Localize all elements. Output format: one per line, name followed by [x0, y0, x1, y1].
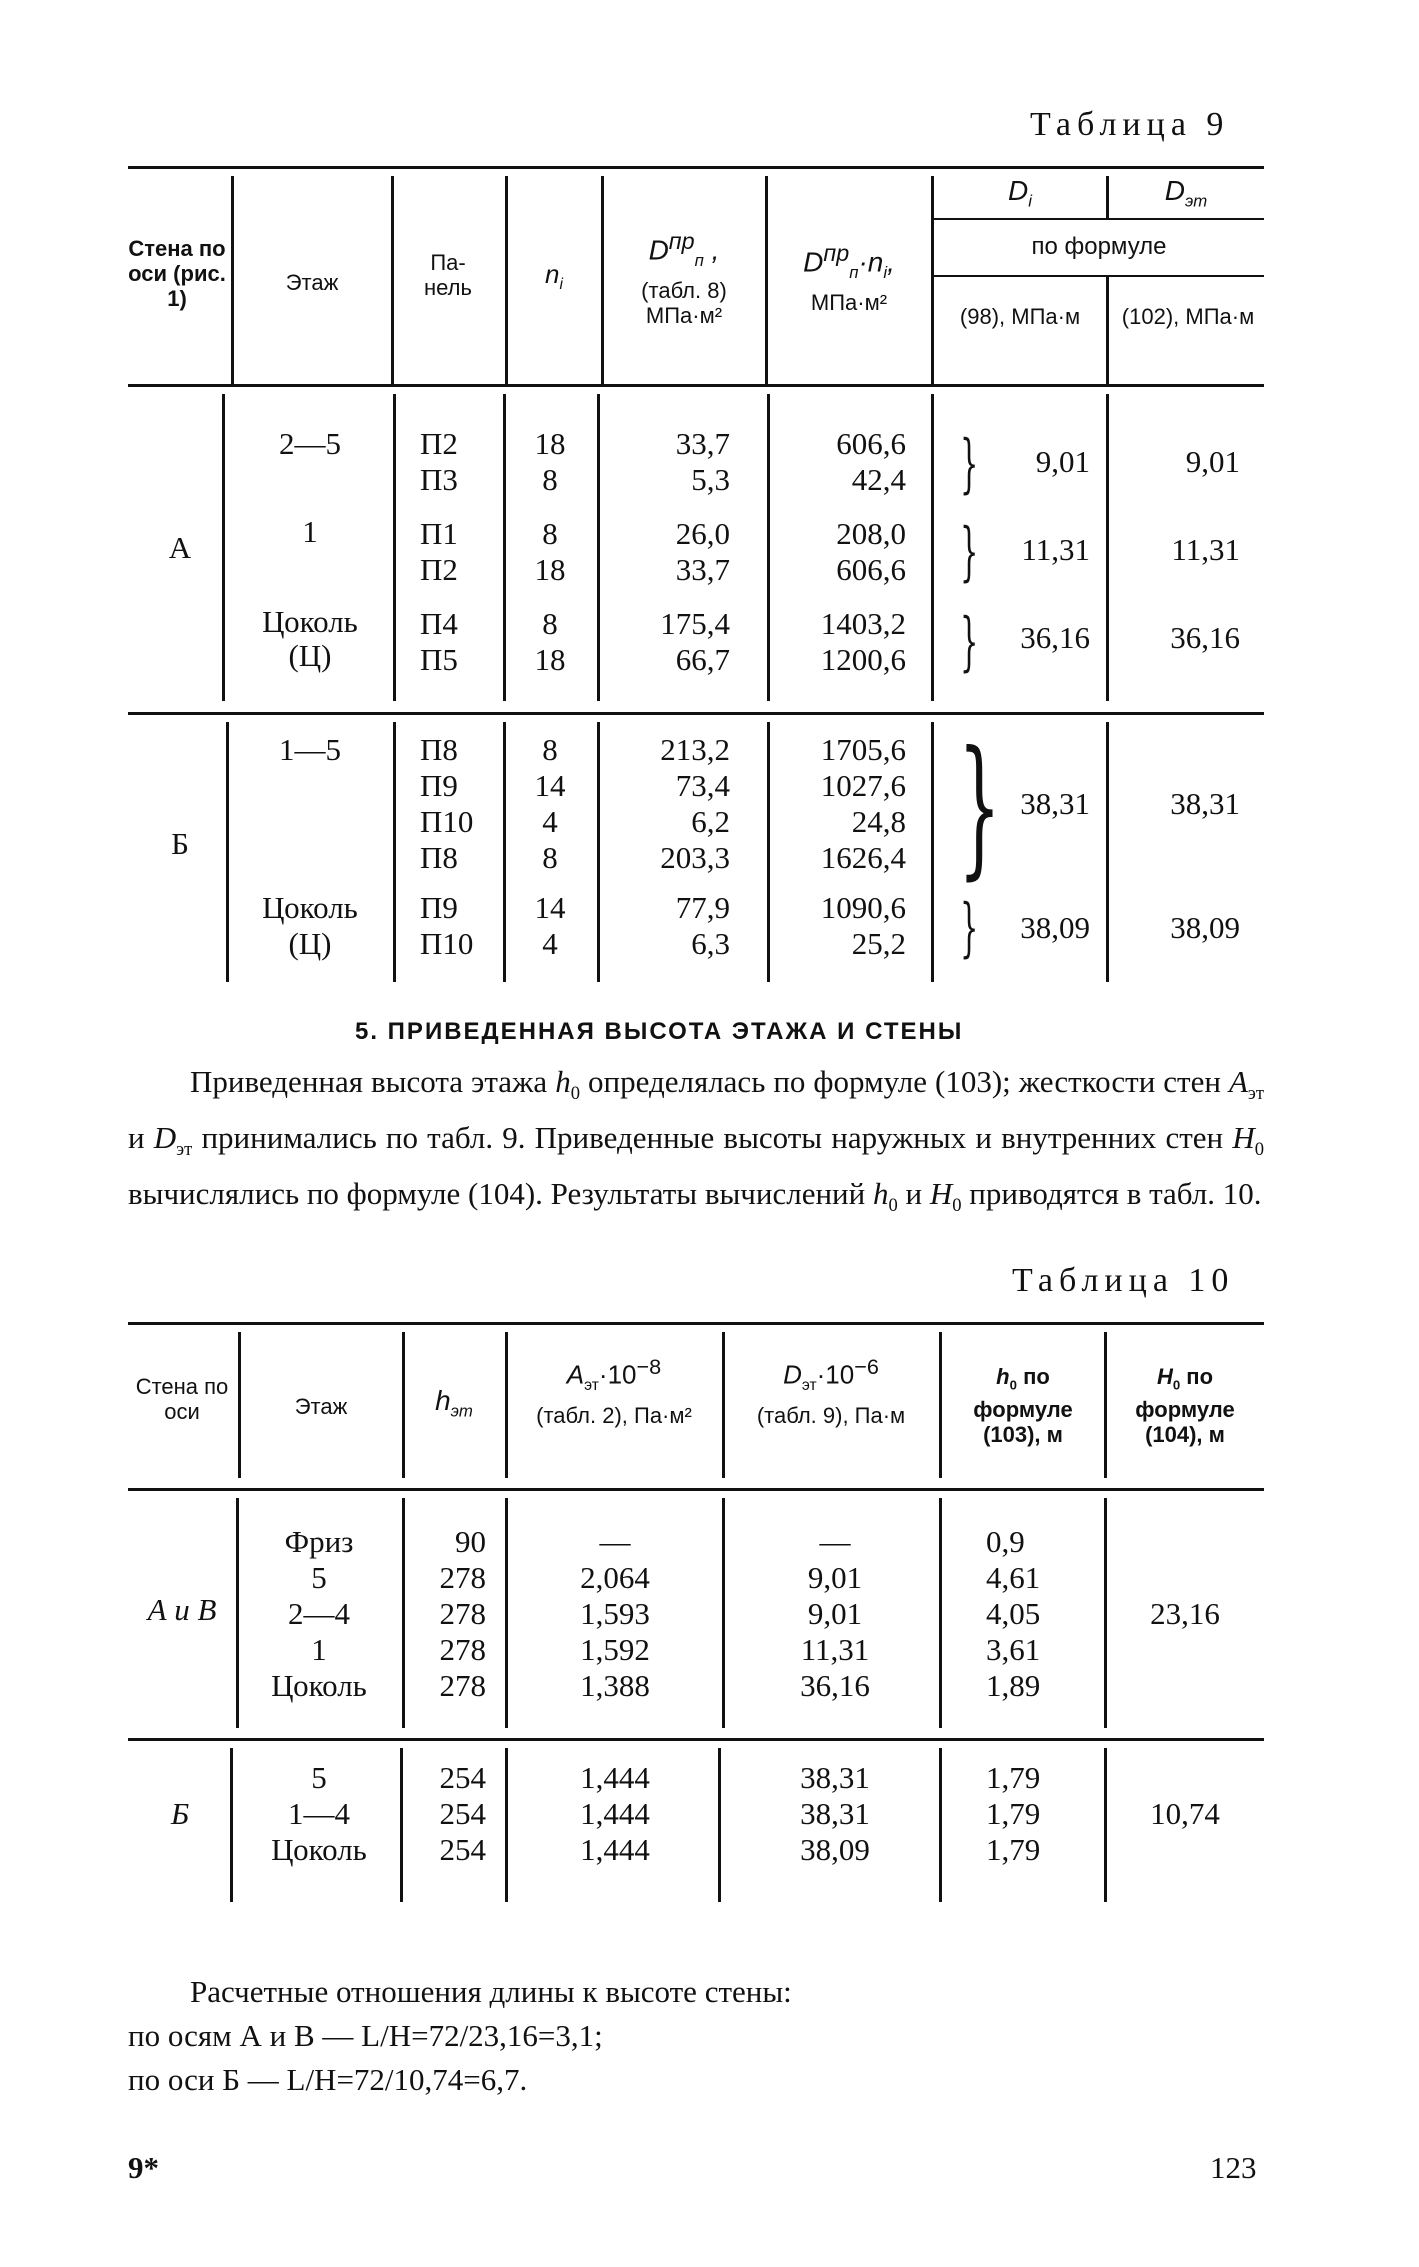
table10-het-list: 90 278 278 278 278: [439, 1524, 486, 1703]
table9-header-dpr: $D^{пр}_п$ , (табл. 8) МПа·м²: [641, 228, 727, 328]
table10-aet-list: — 2,064 1,593 1,592 1,388: [580, 1524, 650, 1703]
ratios-title: Расчетные отношения длины к высоте стены:: [190, 1974, 792, 2009]
table10-det-list: 38,31 38,31 38,09: [800, 1760, 870, 1867]
table9-vrule: [597, 722, 600, 982]
table10-h0-list: 1,79 1,79 1,79: [986, 1760, 1041, 1867]
table9-group-rule: [128, 712, 1264, 715]
table9-panel-list-a: П2 П3 П1 П2 П4 П5: [420, 426, 458, 677]
table9-floor: 2—5: [279, 426, 341, 461]
table9-header-by-formula: по формуле: [1031, 233, 1167, 260]
table9-floor: Цоколь: [262, 604, 358, 639]
table10-vrule: [939, 1498, 942, 1728]
table9-header-det: $D_{эт}$: [1164, 175, 1208, 211]
table9-dpr-list-a: 33,7 5,3 26,0 33,7 175,4 66,7: [660, 426, 730, 677]
table9-vrule: [393, 394, 396, 701]
section-paragraph: Приведенная высота этажа $h_0$ определялась по формуле (103); жесткости стен $A_{эт}$ и $D_{эт}$ принимались по табл. 9. Приведенные высоты наружных и внутренних стен $H_0$ вычислялись по формуле (104). Результаты вычислений $h_0$ и $H_0$ приводятся в табл. 10.: [128, 1064, 1265, 1217]
brace-icon: }: [960, 515, 979, 589]
table9-di: 11,31: [1021, 532, 1090, 567]
table9-floor: (Ц): [288, 638, 332, 673]
table10-caption: Таблица 10: [1012, 1262, 1235, 1299]
table9-di: 38,09: [1020, 910, 1090, 945]
table10-header-wall: Стена по оси: [135, 1374, 229, 1424]
table9-di: 9,01: [1035, 444, 1090, 479]
table10-header-H0: $H_0$ по формуле (104), м: [1135, 1364, 1235, 1448]
table9-vrule: [222, 394, 225, 701]
table10-vrule: [230, 1748, 233, 1902]
table9-floor: (Ц): [288, 926, 332, 961]
table9-caption: Таблица 9: [1030, 106, 1230, 143]
ratios-line-1: по осям А и В — L/H=72/23,16=3,1;: [128, 2018, 603, 2053]
signature-mark: 9*: [128, 2150, 159, 2185]
table10-H0: 23,16: [1150, 1596, 1220, 1631]
table9-floor: 1—5: [279, 732, 341, 767]
table10-floor-list: Фриз 5 2—4 1 Цоколь: [271, 1524, 367, 1703]
table9-vrule: [1106, 722, 1109, 982]
table9-header-wall: Стена по оси (рис. 1): [128, 236, 226, 311]
table10-het-list: 254 254 254: [439, 1760, 486, 1867]
table9-det: 11,31: [1171, 532, 1240, 567]
table9-dprni-list-a: 606,6 42,4 208,0 606,6 1403,2 1200,6: [820, 426, 906, 677]
table10-header-het: $h_{эт}$: [435, 1385, 473, 1421]
table9-vrule: [393, 722, 396, 982]
brace-icon: }: [960, 891, 979, 965]
table10-vrule: [1104, 1332, 1107, 1478]
table9-det: 38,31: [1170, 786, 1240, 821]
table10-vrule: [939, 1332, 942, 1478]
table9-top-rule: [128, 166, 1264, 169]
table9-dpr-list-b: 213,2 73,4 6,2 203,3 77,9 6,3: [660, 732, 730, 961]
table10-aet-list: 1,444 1,444 1,444: [580, 1760, 650, 1867]
brace-icon: }: [960, 427, 979, 501]
table9-header-dprni: $D^{пр}_п\cdot n_i$, МПа·м²: [803, 240, 895, 315]
table9-ni-list-a: 18 8 8 18 8 18: [534, 426, 566, 677]
table9-vrule: [1106, 277, 1109, 384]
table9-det: 38,09: [1170, 910, 1240, 945]
ratios-block: [128, 1970, 1264, 2102]
table9-header-floor: Этаж: [285, 270, 339, 295]
table10-vrule: [939, 1748, 942, 1902]
table10-header-rule: [128, 1488, 1264, 1491]
table9-vrule: [931, 394, 934, 701]
table10-floor-list: 5 1—4 Цоколь: [271, 1760, 367, 1867]
table9-det: 36,16: [1170, 620, 1240, 655]
table10-H0: 10,74: [1150, 1796, 1220, 1831]
table10-vrule: [718, 1748, 721, 1902]
table9-di: 36,16: [1020, 620, 1090, 655]
brace-icon: }: [960, 605, 979, 679]
table9-header-f98: (98), МПа·м: [959, 304, 1081, 329]
table9-header-f102: (102), МПа·м: [1121, 304, 1255, 329]
table10-header-floor: Этаж: [294, 1394, 348, 1419]
table9-floor: Цоколь: [262, 890, 358, 925]
table9-vrule: [597, 394, 600, 701]
table9-di: 38,31: [1020, 786, 1090, 821]
table10-vrule: [1104, 1498, 1107, 1728]
table9-dprni-list-b: 1705,6 1027,6 24,8 1626,4 1090,6 25,2: [820, 732, 906, 961]
table9-vrule: [767, 722, 770, 982]
table10-top-rule: [128, 1322, 1264, 1325]
table9-sub-rule-2: [934, 275, 1264, 277]
table10-header-aet: $A_{эт}\cdot 10^{-8}$ (табл. 2), Па·м²: [536, 1354, 692, 1428]
table10-wall-av: А и В: [147, 1592, 217, 1627]
table10-vrule: [238, 1332, 241, 1478]
table9-wall-b: Б: [171, 826, 189, 861]
table9-vrule: [503, 722, 506, 982]
table10-vrule: [722, 1498, 725, 1728]
table9-ni-list-b: 8 14 4 8 14 4: [534, 732, 566, 961]
table9-vrule: [503, 394, 506, 701]
table10-vrule: [236, 1498, 239, 1728]
table9-vrule: [391, 176, 394, 384]
table9-panel-list-b: П8 П9 П10 П8 П9 П10: [420, 732, 474, 961]
table9-floor: 1: [302, 514, 318, 549]
table10-vrule: [505, 1748, 508, 1902]
page-number: 123: [1210, 2150, 1257, 2185]
table9-wall-a: А: [168, 530, 192, 565]
table9-header-panel: Па- нель: [424, 250, 472, 300]
table10-det-list: — 9,01 9,01 11,31 36,16: [800, 1524, 870, 1703]
table10-vrule: [1104, 1748, 1107, 1902]
table10-header-det: $D_{эт}\cdot 10^{-6}$ (табл. 9), Па·м: [756, 1354, 906, 1428]
table9-det: 9,01: [1185, 444, 1240, 479]
table9-vrule: [1106, 394, 1109, 701]
table9-header-di: $D_i$: [1008, 175, 1032, 211]
table9-sub-rule-1: [934, 218, 1264, 220]
table10-header-h0: $h_0$ по формуле (103), м: [973, 1364, 1073, 1448]
table9-header-ni: $n_i$: [545, 259, 563, 294]
table10-group-rule: [128, 1738, 1264, 1741]
table10-vrule: [402, 1498, 405, 1728]
table9-vrule: [931, 722, 934, 982]
table10-h0-list: 0,9 4,61 4,05 3,61 1,89: [986, 1524, 1041, 1703]
ratios-line-2: по оси Б — L/H=72/10,74=6,7.: [128, 2062, 528, 2097]
table9-vrule: [226, 722, 229, 982]
table9-header-rule: [128, 384, 1264, 387]
table10-vrule: [505, 1498, 508, 1728]
section-heading: 5. ПРИВЕДЕННАЯ ВЫСОТА ЭТАЖА И СТЕНЫ: [355, 1018, 964, 1045]
table10-vrule: [400, 1748, 403, 1902]
table9-vrule: [767, 394, 770, 701]
brace-icon: }: [958, 720, 1001, 894]
table10-wall-b: Б: [170, 1796, 190, 1831]
